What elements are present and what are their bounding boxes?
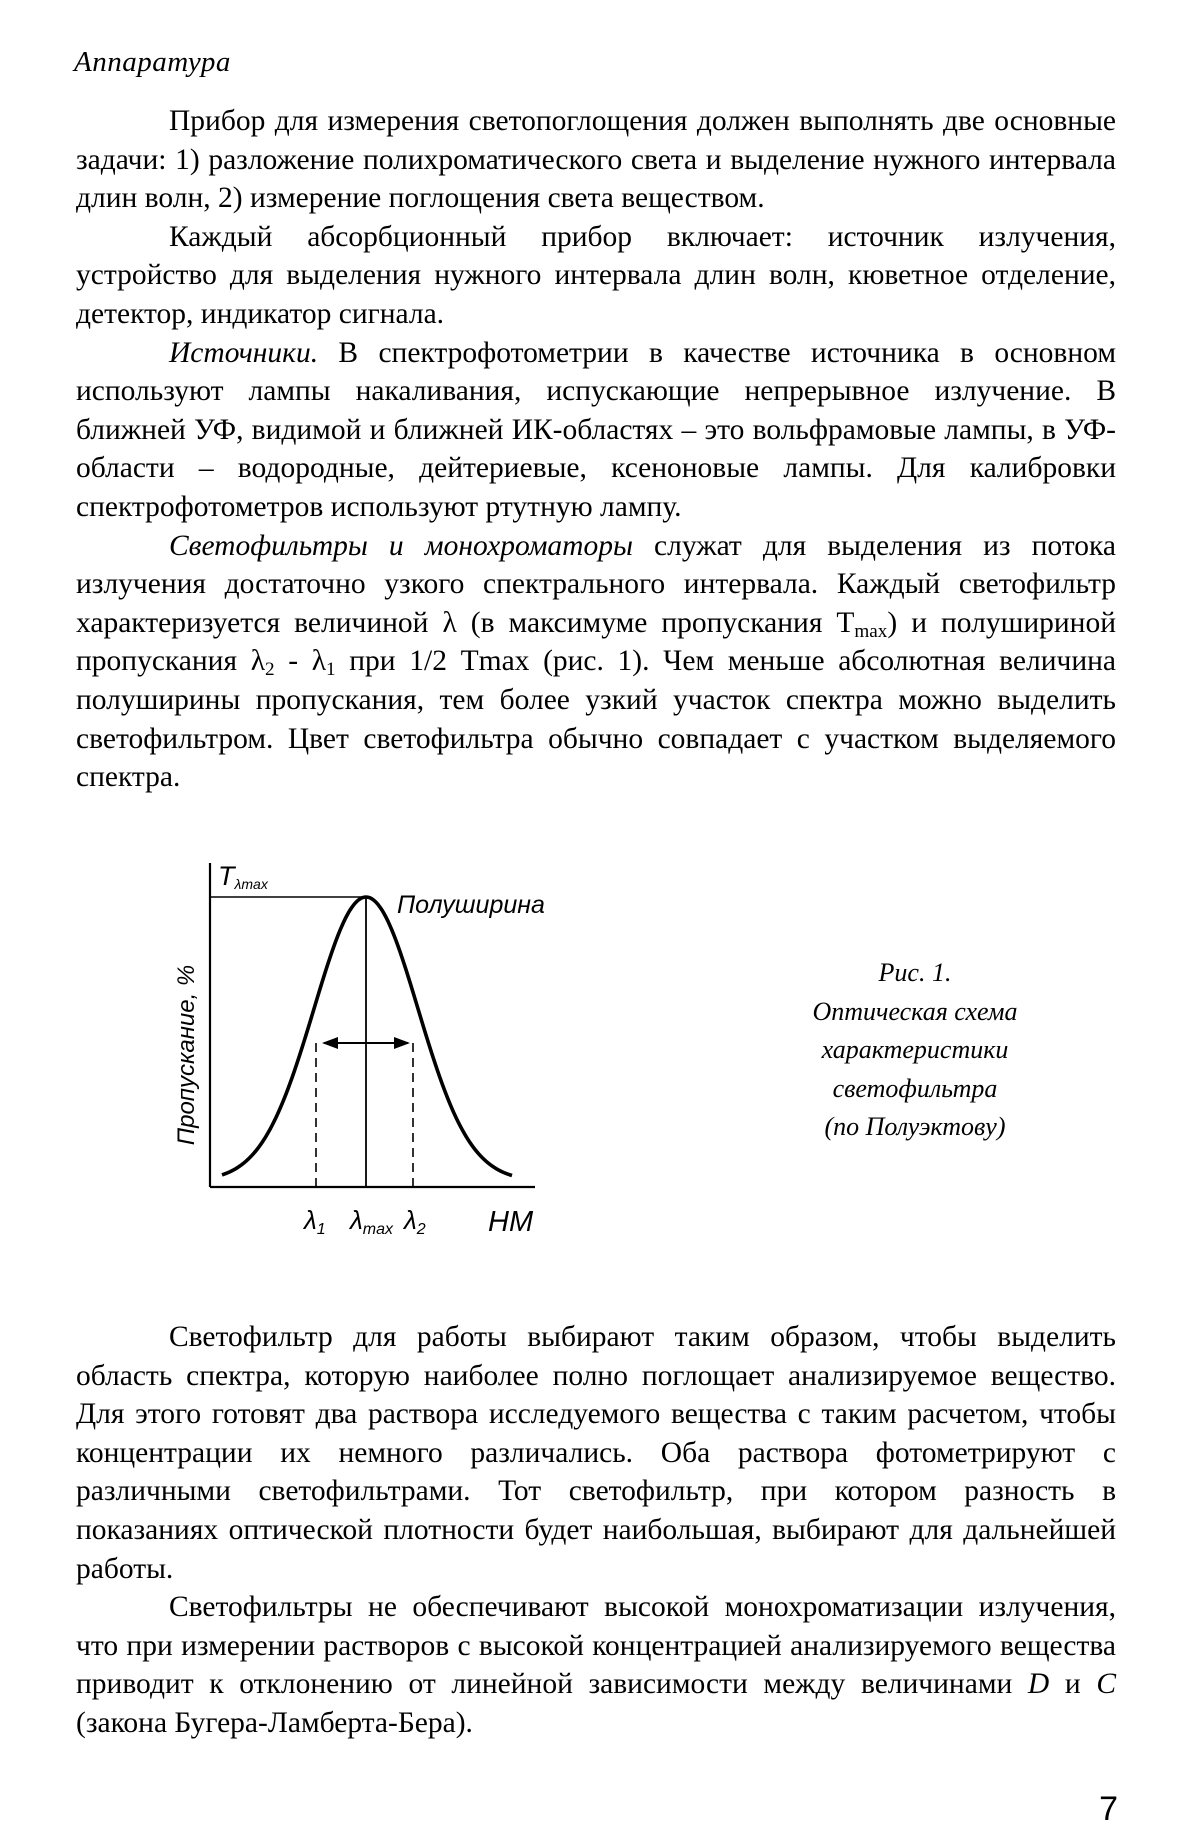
arrow-head-left bbox=[322, 1037, 338, 1049]
text-run: 2 bbox=[265, 659, 275, 681]
filter-transmission-figure bbox=[173, 855, 640, 1285]
text-run: ) и полушириной пропускания λ bbox=[76, 606, 1116, 678]
unit-label: НМ bbox=[488, 1206, 534, 1238]
text-run: при 1/2 Tmax (рис. 1). Чем меньше абсолютная величина полуширины пропускания, тем более узкий участок спектра можно выделить светофильтром. Цвет светофильтра обычно совпадает с участком выделяемого спектра. bbox=[76, 645, 1116, 794]
caption-line: Рис. 1. bbox=[878, 958, 952, 987]
lambda-max-label: λmax bbox=[350, 1205, 394, 1238]
tmax-label: Tλmax bbox=[218, 861, 268, 892]
paragraph bbox=[76, 1588, 1116, 1742]
y-axis-label: Пропускание, % bbox=[173, 964, 200, 1146]
caption-line: характеристики bbox=[821, 1035, 1009, 1064]
text-run: и bbox=[1049, 1668, 1097, 1701]
paragraph bbox=[76, 218, 1116, 334]
transmission-curve bbox=[222, 897, 512, 1175]
caption-line: (по Полуэктову) bbox=[824, 1112, 1006, 1141]
text-run: C bbox=[1096, 1668, 1116, 1701]
text-run: Каждый абсорбционный прибор включает: источник излучения, устройство для выделения нужного интервала длин волн, кюветное отделение, детектор, индикатор сигнала. bbox=[76, 220, 1116, 330]
text-run: Светофильтры и монохроматоры bbox=[169, 529, 633, 562]
figure-caption bbox=[790, 954, 1040, 1147]
text-run: max bbox=[854, 620, 888, 642]
text-run: Прибор для измерения светопоглощения должен выполнять две основные задачи: 1) разложение полихроматического света и выделение нужного интервала длин волн, 2) измерение поглощения света веществом. bbox=[76, 105, 1116, 215]
text-block-bottom bbox=[76, 1318, 1116, 1743]
text-block-top bbox=[76, 102, 1116, 797]
page-number: 7 bbox=[1099, 1790, 1118, 1828]
paragraph bbox=[76, 334, 1116, 527]
caption-line: светофильтра bbox=[832, 1073, 998, 1103]
text-run: В спектрофотометрии в качестве источника в основном используют лампы накаливания, испускающие непрерывное излучение. В ближней УФ, видимой и ближней ИК-областях – это вольфрамовые лампы, в УФ-области – водородные, дейтериевые, ксеноновые лампы. Для калибровки спектрофотометров используют ртутную лампу. bbox=[76, 336, 1116, 523]
caption-line: Оптическая схема bbox=[812, 996, 1018, 1026]
text-run: Источники. bbox=[169, 336, 319, 369]
half-width-label: Полуширина bbox=[397, 891, 545, 919]
lambda1-label: λ1 bbox=[304, 1205, 326, 1238]
text-run: 1 bbox=[326, 659, 336, 681]
text-run: Светофильтры не обеспечивают высокой монохроматизации излучения, что при измерении растворов с высокой концентрацией анализируемого вещества приводит к отклонению от линейной зависимости между величинами bbox=[76, 1591, 1116, 1701]
paragraph bbox=[76, 1318, 1116, 1588]
lambda2-label: λ2 bbox=[404, 1205, 426, 1238]
arrow-head-right bbox=[394, 1037, 410, 1049]
text-run: D bbox=[1027, 1668, 1050, 1701]
paragraph bbox=[76, 102, 1116, 218]
text-run: Светофильтр для работы выбирают таким образом, чтобы выделить область спектра, которую наиболее полно поглощает анализируемое вещество. Для этого готовят два раствора исследуемого вещества с таким расчетом, чтобы концентрации их немного различались. Оба раствора фотометрируют с различными светофильтрами. Тот светофильтр, при котором разность в показаниях оптической плотности будет наибольшая, выбирают для дальнейшей работы. bbox=[76, 1321, 1116, 1585]
text-run: служат для выделения из потока излучения достаточно узкого спектрального интервала. Каждый светофильтр характеризуется величиной λ (в максимуме пропускания T bbox=[76, 529, 1116, 639]
paragraph bbox=[76, 527, 1116, 797]
text-run: (закона Бугера-Ламберта-Бера). bbox=[76, 1706, 473, 1739]
text-run: - λ bbox=[274, 645, 327, 678]
section-title: Аппаратура bbox=[74, 46, 231, 78]
